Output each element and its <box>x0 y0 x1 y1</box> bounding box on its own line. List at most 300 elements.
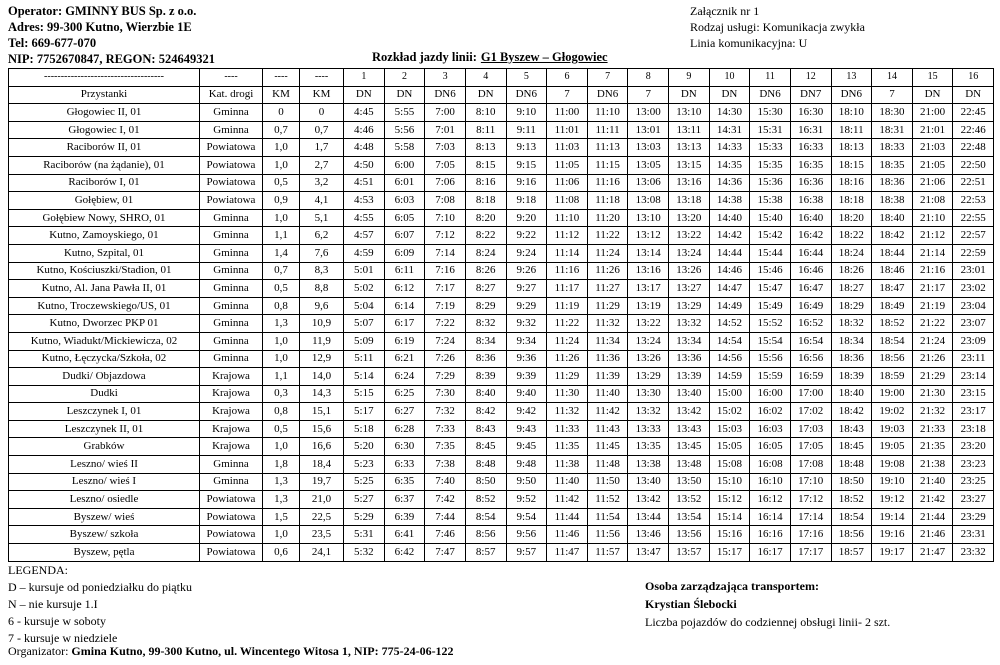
road-category-cell: Powiatowa <box>200 508 263 526</box>
time-cell: 17:10 <box>790 473 831 491</box>
time-cell: 22:46 <box>953 121 994 139</box>
time-cell: 16:03 <box>750 420 791 438</box>
time-cell: 11:33 <box>547 420 588 438</box>
time-cell: 13:16 <box>628 262 669 280</box>
table-row <box>9 350 994 368</box>
time-cell: 17:00 <box>790 385 831 403</box>
operator-info-block <box>8 3 215 67</box>
stop-name-cell: Byszew/ wieś <box>9 508 200 526</box>
time-cell: 11:01 <box>547 121 588 139</box>
time-cell: 13:16 <box>669 174 710 192</box>
course-code-cell: DN7 <box>790 86 831 104</box>
km-segment-cell: 0,8 <box>263 297 300 315</box>
time-cell: 16:17 <box>750 544 791 562</box>
manager-name: Krystian Ślebocki <box>645 597 737 611</box>
time-cell: 21:42 <box>912 491 953 509</box>
time-cell: 18:16 <box>831 174 872 192</box>
time-cell: 13:46 <box>628 526 669 544</box>
time-cell: 5:58 <box>384 139 425 157</box>
km-header-cell: KM <box>263 86 300 104</box>
time-cell: 14:31 <box>709 121 750 139</box>
time-cell: 13:39 <box>669 368 710 386</box>
time-cell: 14:35 <box>709 156 750 174</box>
course-code-cell: DN <box>344 86 385 104</box>
road-category-cell: Gminna <box>200 473 263 491</box>
table-row <box>9 332 994 350</box>
course-number-cell: 15 <box>912 69 953 87</box>
time-cell: 15:00 <box>709 385 750 403</box>
course-number-cell: 8 <box>628 69 669 87</box>
course-code-cell: 7 <box>628 86 669 104</box>
stop-name-cell: Gołębiew, 01 <box>9 192 200 210</box>
time-cell: 5:55 <box>384 104 425 122</box>
time-cell: 9:36 <box>506 350 547 368</box>
time-cell: 8:56 <box>465 526 506 544</box>
time-cell: 15:49 <box>750 297 791 315</box>
time-cell: 13:19 <box>628 297 669 315</box>
time-cell: 4:48 <box>344 139 385 157</box>
time-cell: 13:38 <box>628 456 669 474</box>
time-cell: 18:46 <box>872 262 913 280</box>
km-segment-cell: 0,9 <box>263 192 300 210</box>
time-cell: 15:31 <box>750 121 791 139</box>
time-cell: 18:27 <box>831 280 872 298</box>
road-category-header-cell: Kat. drogi <box>200 86 263 104</box>
time-cell: 16:40 <box>790 209 831 227</box>
time-cell: 17:08 <box>790 456 831 474</box>
time-cell: 6:09 <box>384 244 425 262</box>
course-number-cell: 7 <box>587 69 628 87</box>
time-cell: 15:03 <box>709 420 750 438</box>
time-cell: 13:11 <box>669 121 710 139</box>
time-cell: 21:06 <box>912 174 953 192</box>
time-cell: 13:42 <box>628 491 669 509</box>
time-cell: 11:20 <box>587 209 628 227</box>
time-cell: 18:10 <box>831 104 872 122</box>
time-cell: 18:22 <box>831 227 872 245</box>
time-cell: 8:34 <box>465 332 506 350</box>
time-cell: 18:42 <box>872 227 913 245</box>
km-segment-cell: 1,3 <box>263 315 300 333</box>
time-cell: 16:33 <box>790 139 831 157</box>
nip-regon-line: NIP: 7752670847, REGON: 524649321 <box>8 52 215 66</box>
time-cell: 18:32 <box>831 315 872 333</box>
time-cell: 13:40 <box>628 473 669 491</box>
time-cell: 13:47 <box>628 544 669 562</box>
time-cell: 13:10 <box>669 104 710 122</box>
time-cell: 21:08 <box>912 192 953 210</box>
course-code-cell: DN6 <box>425 86 466 104</box>
time-cell: 14:36 <box>709 174 750 192</box>
time-cell: 5:15 <box>344 385 385 403</box>
attachment-info-block <box>690 3 865 51</box>
time-cell: 11:00 <box>547 104 588 122</box>
course-number-cell: 9 <box>669 69 710 87</box>
time-cell: 23:11 <box>953 350 994 368</box>
time-cell: 18:52 <box>872 315 913 333</box>
km-cumulative-cell: 5,1 <box>300 209 344 227</box>
time-cell: 13:15 <box>669 156 710 174</box>
time-cell: 14:38 <box>709 192 750 210</box>
time-cell: 11:22 <box>587 227 628 245</box>
km-header-cell: KM <box>300 86 344 104</box>
time-cell: 14:33 <box>709 139 750 157</box>
time-cell: 23:09 <box>953 332 994 350</box>
road-category-cell: Gminna <box>200 350 263 368</box>
time-cell: 15:16 <box>709 526 750 544</box>
time-cell: 13:27 <box>669 280 710 298</box>
course-number-cell: 1 <box>344 69 385 87</box>
time-cell: 4:53 <box>344 192 385 210</box>
time-cell: 4:51 <box>344 174 385 192</box>
time-cell: 11:35 <box>547 438 588 456</box>
time-cell: 7:01 <box>425 121 466 139</box>
time-cell: 19:16 <box>872 526 913 544</box>
time-cell: 13:18 <box>669 192 710 210</box>
time-cell: 18:59 <box>872 368 913 386</box>
time-cell: 8:48 <box>465 456 506 474</box>
time-cell: 21:35 <box>912 438 953 456</box>
time-cell: 21:47 <box>912 544 953 562</box>
time-cell: 7:32 <box>425 403 466 421</box>
time-cell: 11:22 <box>547 315 588 333</box>
stop-name-cell: Głogowiec I, 01 <box>9 121 200 139</box>
time-cell: 15:42 <box>750 227 791 245</box>
time-cell: 15:40 <box>750 209 791 227</box>
road-category-cell: Gminna <box>200 227 263 245</box>
time-cell: 23:07 <box>953 315 994 333</box>
time-cell: 23:25 <box>953 473 994 491</box>
time-cell: 18:30 <box>872 104 913 122</box>
time-cell: 18:36 <box>872 174 913 192</box>
time-cell: 15:36 <box>750 174 791 192</box>
time-cell: 14:44 <box>709 244 750 262</box>
time-cell: 14:30 <box>709 104 750 122</box>
time-cell: 16:59 <box>790 368 831 386</box>
time-cell: 6:39 <box>384 508 425 526</box>
time-cell: 7:35 <box>425 438 466 456</box>
time-cell: 13:08 <box>628 192 669 210</box>
time-cell: 5:02 <box>344 280 385 298</box>
time-cell: 15:54 <box>750 332 791 350</box>
time-cell: 6:11 <box>384 262 425 280</box>
km-cumulative-cell: 4,1 <box>300 192 344 210</box>
table-row <box>9 544 994 562</box>
table-row <box>9 403 994 421</box>
km-cumulative-cell: 0,7 <box>300 121 344 139</box>
time-cell: 11:57 <box>587 544 628 562</box>
stop-name-cell: Kutno, Szpital, 01 <box>9 244 200 262</box>
time-cell: 6:28 <box>384 420 425 438</box>
time-cell: 4:57 <box>344 227 385 245</box>
time-cell: 13:33 <box>628 420 669 438</box>
time-cell: 9:50 <box>506 473 547 491</box>
time-cell: 14:46 <box>709 262 750 280</box>
time-cell: 17:16 <box>790 526 831 544</box>
time-cell: 18:38 <box>872 192 913 210</box>
time-cell: 16:35 <box>790 156 831 174</box>
km-cumulative-cell: 12,9 <box>300 350 344 368</box>
time-cell: 13:48 <box>669 456 710 474</box>
road-category-cell: Gminna <box>200 104 263 122</box>
time-cell: 18:29 <box>831 297 872 315</box>
time-cell: 5:11 <box>344 350 385 368</box>
time-cell: 23:29 <box>953 508 994 526</box>
km-cumulative-cell: 14,0 <box>300 368 344 386</box>
time-cell: 15:52 <box>750 315 791 333</box>
time-cell: 9:29 <box>506 297 547 315</box>
time-cell: 11:12 <box>547 227 588 245</box>
time-cell: 5:32 <box>344 544 385 562</box>
time-cell: 11:27 <box>587 280 628 298</box>
road-category-cell: Powiatowa <box>200 174 263 192</box>
table-row <box>9 456 994 474</box>
course-number-cell: 2 <box>384 69 425 87</box>
time-cell: 13:44 <box>628 508 669 526</box>
time-cell: 7:26 <box>425 350 466 368</box>
time-cell: 11:29 <box>587 297 628 315</box>
time-cell: 15:47 <box>750 280 791 298</box>
time-cell: 9:40 <box>506 385 547 403</box>
time-cell: 21:16 <box>912 262 953 280</box>
time-cell: 16:54 <box>790 332 831 350</box>
time-cell: 21:01 <box>912 121 953 139</box>
time-cell: 13:42 <box>669 403 710 421</box>
course-code-cell: DN <box>953 86 994 104</box>
stop-name-cell: Byszew, pętla <box>9 544 200 562</box>
time-cell: 19:10 <box>872 473 913 491</box>
time-cell: 7:17 <box>425 280 466 298</box>
time-cell: 13:10 <box>628 209 669 227</box>
time-cell: 15:30 <box>750 104 791 122</box>
time-cell: 7:00 <box>425 104 466 122</box>
table-row <box>9 526 994 544</box>
time-cell: 13:26 <box>669 262 710 280</box>
time-cell: 17:14 <box>790 508 831 526</box>
phone-line: Tel: 669-677-070 <box>8 36 97 50</box>
km-cumulative-cell: 14,3 <box>300 385 344 403</box>
time-cell: 8:52 <box>465 491 506 509</box>
line-type-line: Linia komunikacyjna: U <box>690 36 808 50</box>
time-cell: 6:24 <box>384 368 425 386</box>
time-cell: 11:34 <box>587 332 628 350</box>
time-cell: 5:01 <box>344 262 385 280</box>
time-cell: 18:34 <box>831 332 872 350</box>
time-cell: 11:30 <box>547 385 588 403</box>
time-cell: 6:41 <box>384 526 425 544</box>
time-cell: 6:05 <box>384 209 425 227</box>
time-cell: 13:13 <box>669 139 710 157</box>
course-number-cell: 5 <box>506 69 547 87</box>
time-cell: 22:55 <box>953 209 994 227</box>
legend-item-d: D – kursuje od poniedziałku do piątku <box>8 580 192 594</box>
time-cell: 14:52 <box>709 315 750 333</box>
road-category-cell: Gminna <box>200 209 263 227</box>
km-cumulative-cell: 24,1 <box>300 544 344 562</box>
stop-name-cell: Leszno/ wieś I <box>9 473 200 491</box>
dash-road-cell: ---- <box>200 69 263 87</box>
time-cell: 8:22 <box>465 227 506 245</box>
time-cell: 14:42 <box>709 227 750 245</box>
time-cell: 23:32 <box>953 544 994 562</box>
time-cell: 9:11 <box>506 121 547 139</box>
time-cell: 19:00 <box>872 385 913 403</box>
time-cell: 14:47 <box>709 280 750 298</box>
course-code-cell: DN <box>669 86 710 104</box>
road-category-cell: Gminna <box>200 315 263 333</box>
road-category-cell: Krajowa <box>200 368 263 386</box>
table-row <box>9 104 994 122</box>
time-cell: 23:14 <box>953 368 994 386</box>
time-cell: 16:02 <box>750 403 791 421</box>
course-number-cell: 13 <box>831 69 872 87</box>
km-cumulative-cell: 11,9 <box>300 332 344 350</box>
time-cell: 11:05 <box>547 156 588 174</box>
time-cell: 21:14 <box>912 244 953 262</box>
time-cell: 8:32 <box>465 315 506 333</box>
time-cell: 8:42 <box>465 403 506 421</box>
time-cell: 16:12 <box>750 491 791 509</box>
time-cell: 21:44 <box>912 508 953 526</box>
stop-name-cell: Raciborów (na żądanie), 01 <box>9 156 200 174</box>
km-segment-cell: 1,0 <box>263 156 300 174</box>
road-category-cell: Gminna <box>200 332 263 350</box>
km-cumulative-cell: 19,7 <box>300 473 344 491</box>
km-segment-cell: 0,5 <box>263 174 300 192</box>
time-cell: 11:47 <box>547 544 588 562</box>
km-cumulative-cell: 10,9 <box>300 315 344 333</box>
time-cell: 11:56 <box>587 526 628 544</box>
time-cell: 13:29 <box>628 368 669 386</box>
time-cell: 16:49 <box>790 297 831 315</box>
road-category-cell: Powiatowa <box>200 526 263 544</box>
time-cell: 4:46 <box>344 121 385 139</box>
time-cell: 11:40 <box>547 473 588 491</box>
time-cell: 7:47 <box>425 544 466 562</box>
time-cell: 13:20 <box>669 209 710 227</box>
time-cell: 9:57 <box>506 544 547 562</box>
time-cell: 11:38 <box>547 456 588 474</box>
km-segment-cell: 1,5 <box>263 508 300 526</box>
table-row <box>9 491 994 509</box>
km-segment-cell: 0,5 <box>263 420 300 438</box>
time-cell: 6:42 <box>384 544 425 562</box>
road-category-cell: Powiatowa <box>200 139 263 157</box>
course-code-cell: 7 <box>547 86 588 104</box>
time-cell: 11:06 <box>547 174 588 192</box>
time-cell: 18:42 <box>831 403 872 421</box>
time-cell: 13:00 <box>628 104 669 122</box>
time-cell: 15:08 <box>709 456 750 474</box>
legend-item-6: 6 - kursuje w soboty <box>8 614 106 628</box>
time-cell: 16:30 <box>790 104 831 122</box>
legend-block <box>8 562 192 647</box>
time-cell: 7:30 <box>425 385 466 403</box>
stop-name-cell: Dudki <box>9 385 200 403</box>
km-segment-cell: 1,3 <box>263 491 300 509</box>
time-cell: 5:29 <box>344 508 385 526</box>
table-header-dash-row <box>9 69 994 87</box>
time-cell: 11:29 <box>547 368 588 386</box>
time-cell: 6:33 <box>384 456 425 474</box>
km-segment-cell: 1,0 <box>263 438 300 456</box>
time-cell: 14:40 <box>709 209 750 227</box>
organizer-line <box>8 644 454 659</box>
time-cell: 13:34 <box>669 332 710 350</box>
time-cell: 9:52 <box>506 491 547 509</box>
time-cell: 18:57 <box>831 544 872 562</box>
time-cell: 13:57 <box>669 544 710 562</box>
time-cell: 21:12 <box>912 227 953 245</box>
time-cell: 16:16 <box>750 526 791 544</box>
time-cell: 5:09 <box>344 332 385 350</box>
time-cell: 21:05 <box>912 156 953 174</box>
stop-name-cell: Kutno, Zamoyskiego, 01 <box>9 227 200 245</box>
time-cell: 21:29 <box>912 368 953 386</box>
km-cumulative-cell: 1,7 <box>300 139 344 157</box>
course-code-cell: DN6 <box>587 86 628 104</box>
time-cell: 11:48 <box>587 456 628 474</box>
km-segment-cell: 1,3 <box>263 473 300 491</box>
manager-title: Osoba zarządzająca transportem: <box>645 579 819 593</box>
time-cell: 6:27 <box>384 403 425 421</box>
road-category-cell: Gminna <box>200 262 263 280</box>
time-cell: 9:10 <box>506 104 547 122</box>
time-cell: 22:48 <box>953 139 994 157</box>
time-cell: 11:24 <box>587 244 628 262</box>
km-cumulative-cell: 23,5 <box>300 526 344 544</box>
table-row <box>9 262 994 280</box>
table-row <box>9 297 994 315</box>
course-number-cell: 10 <box>709 69 750 87</box>
time-cell: 16:00 <box>750 385 791 403</box>
time-cell: 9:56 <box>506 526 547 544</box>
time-cell: 8:10 <box>465 104 506 122</box>
time-cell: 11:08 <box>547 192 588 210</box>
time-cell: 8:40 <box>465 385 506 403</box>
time-cell: 16:05 <box>750 438 791 456</box>
time-cell: 6:03 <box>384 192 425 210</box>
time-cell: 8:15 <box>465 156 506 174</box>
time-cell: 11:52 <box>587 491 628 509</box>
timetable-body <box>9 69 994 562</box>
time-cell: 13:35 <box>628 438 669 456</box>
table-row <box>9 385 994 403</box>
time-cell: 9:42 <box>506 403 547 421</box>
table-header-row <box>9 86 994 104</box>
time-cell: 18:35 <box>872 156 913 174</box>
time-cell: 7:38 <box>425 456 466 474</box>
vehicle-count-line: Liczba pojazdów do codziennej obsługi linii- 2 szt. <box>645 615 891 629</box>
time-cell: 18:20 <box>831 209 872 227</box>
time-cell: 18:26 <box>831 262 872 280</box>
time-cell: 13:05 <box>628 156 669 174</box>
time-cell: 21:30 <box>912 385 953 403</box>
time-cell: 22:50 <box>953 156 994 174</box>
time-cell: 5:04 <box>344 297 385 315</box>
time-cell: 13:17 <box>628 280 669 298</box>
time-cell: 18:13 <box>831 139 872 157</box>
transport-manager-block <box>645 577 890 631</box>
time-cell: 22:57 <box>953 227 994 245</box>
time-cell: 8:50 <box>465 473 506 491</box>
km-segment-cell: 1,0 <box>263 209 300 227</box>
time-cell: 5:31 <box>344 526 385 544</box>
course-number-cell: 11 <box>750 69 791 87</box>
time-cell: 23:31 <box>953 526 994 544</box>
time-cell: 8:27 <box>465 280 506 298</box>
time-cell: 18:44 <box>872 244 913 262</box>
